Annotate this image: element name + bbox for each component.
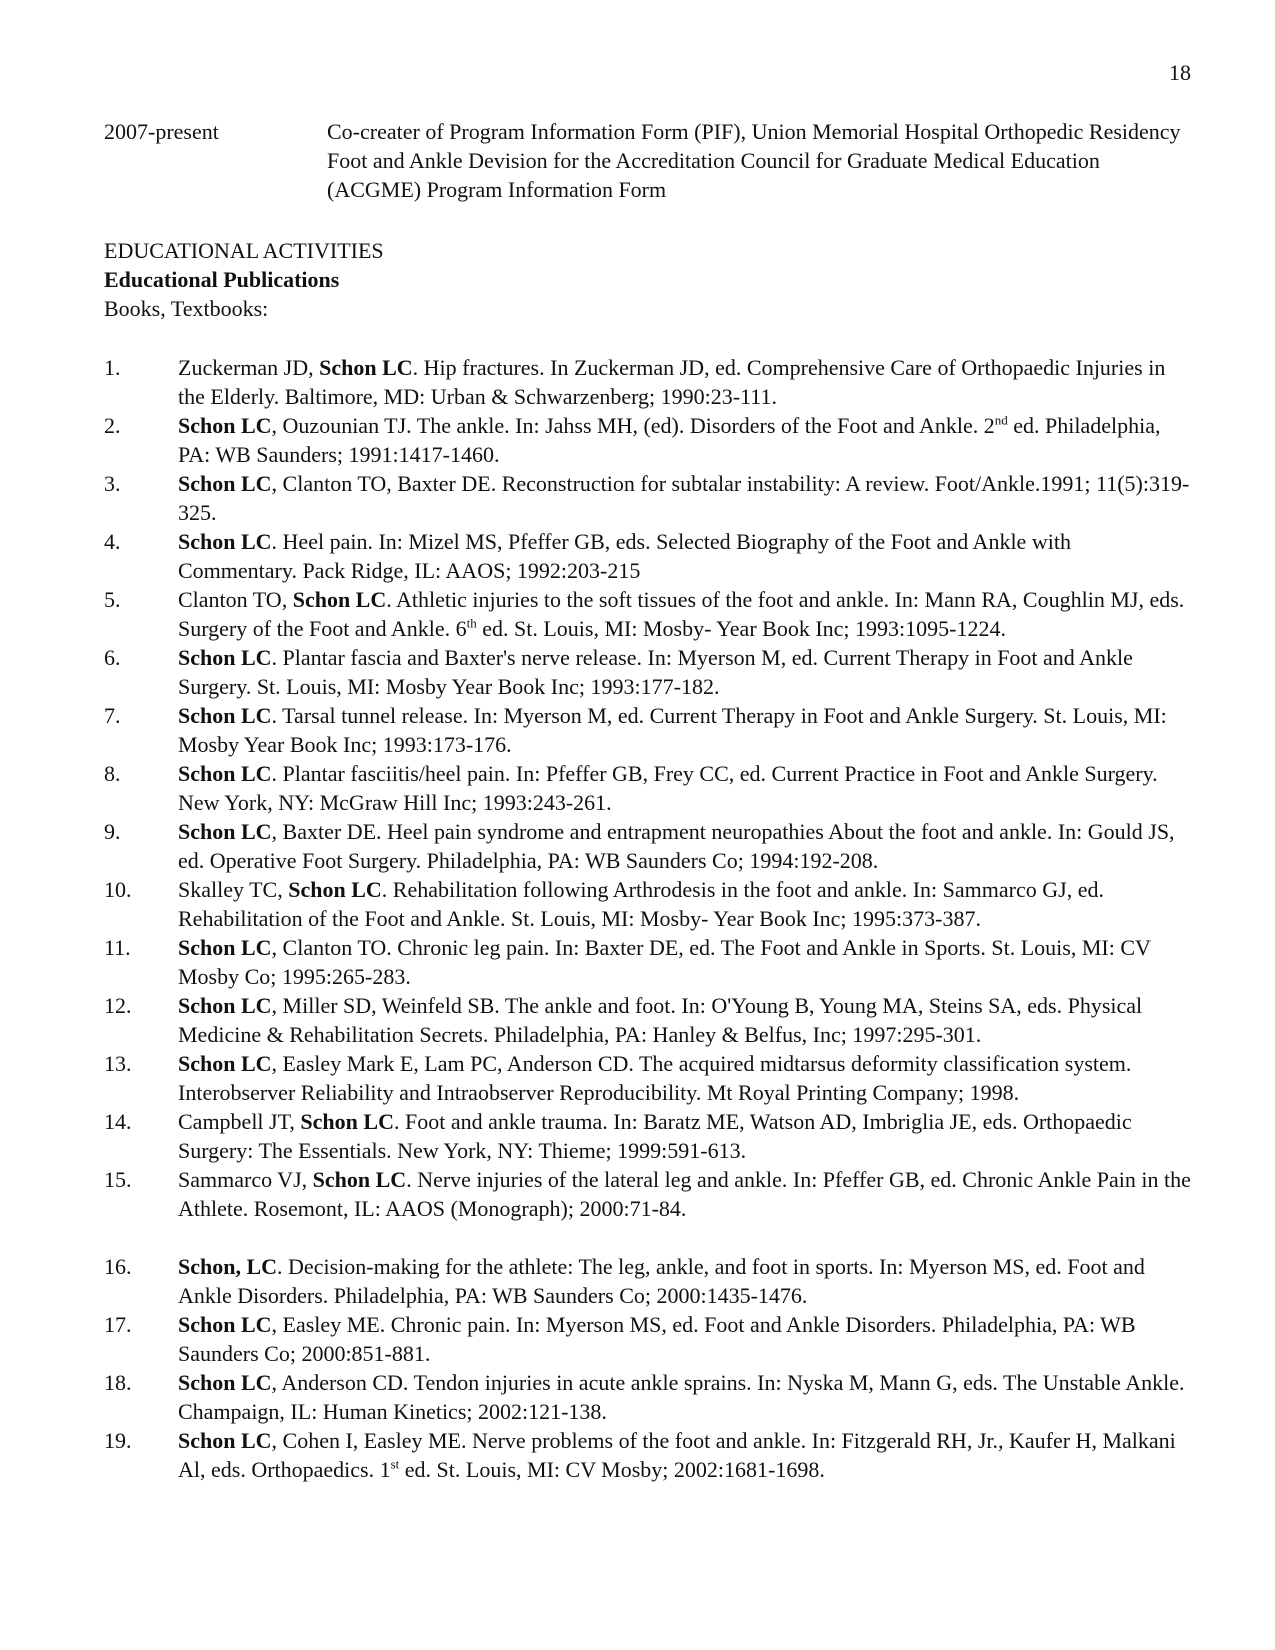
publication-citation: Schon LC, Anderson CD. Tendon injuries in acute ankle sprains. In: Nyska M, Mann G, eds. The Unstable Ankle. Champaign, IL: Human Kinetics; 2002:121-138. [178,1370,1185,1424]
publication-item [104,1107,1194,1165]
highlighted-author: Schon LC [178,761,272,786]
publication-number: 5. [104,587,121,612]
publication-number: 17. [104,1312,132,1337]
publication-number: 2. [104,413,121,438]
highlighted-author: Schon LC [312,1167,407,1192]
publication-item [104,759,1194,817]
publication-number: 10. [104,877,132,902]
publication-citation: Schon LC. Plantar fascia and Baxter's nerve release. In: Myerson M, ed. Current Therapy in Foot and Ankle Surgery. St. Louis, MI: Mosby Year Book Inc; 1993:177-182. [178,645,1133,699]
highlighted-author: Schon LC [178,413,272,438]
publication-item [104,585,1194,643]
publication-citation: Zuckerman JD, Schon LC. Hip fractures. In Zuckerman JD, ed. Comprehensive Care of Orthopaedic Injuries in the Elderly. Baltimore, MD: Urban & Schwarzenberg; 1990:23-111. [178,355,1166,409]
publication-number: 1. [104,355,121,380]
entry-description: Co-creater of Program Information Form (PIF), Union Memorial Hospital Orthopedic Residency Foot and Ankle Devision for the Accreditation Council for Graduate Medical Education (ACGME) Program Information Form [327,119,1181,202]
publication-number: 3. [104,471,121,496]
edition-ordinal-suffix: nd [994,412,1008,428]
highlighted-author: Schon LC [178,819,272,844]
highlighted-author: Schon LC [178,1051,272,1076]
publication-number: 19. [104,1428,132,1453]
publication-item [104,643,1194,701]
publication-item [104,701,1194,759]
edition-ordinal-suffix: th [466,615,477,631]
publication-number: 7. [104,703,121,728]
publication-number: 4. [104,529,121,554]
publication-item [104,469,1194,527]
publication-item [104,1426,1194,1484]
highlighted-author: Schon LC [178,703,272,728]
publication-item [104,1165,1194,1223]
publication-item [104,411,1194,469]
publication-citation: Schon LC, Baxter DE. Heel pain syndrome and entrapment neuropathies About the foot and ankle. In: Gould JS, ed. Operative Foot Surgery. Philadelphia, PA: WB Saunders Co; 1994:192-208. [178,819,1175,873]
publication-number: 11. [104,935,131,960]
publication-item [104,353,1194,411]
publication-citation: Schon LC, Ouzounian TJ. The ankle. In: Jahss MH, (ed). Disorders of the Foot and Ankle. 2nd ed. Philadelphia, PA: WB Saunders; 1991:1417-1460. [178,412,1161,467]
highlighted-author: Schon LC [178,993,272,1018]
publication-number: 12. [104,993,132,1018]
publication-number: 16. [104,1254,132,1279]
highlighted-author: Schon LC [292,587,387,612]
publication-citation: Schon LC, Clanton TO, Baxter DE. Reconstruction for subtalar instability: A review. Foot/Ankle.1991; 11(5):319-325. [178,471,1190,525]
section-heading: EDUCATIONAL ACTIVITIES [104,238,384,263]
edition-ordinal-suffix: st [390,1456,400,1472]
publication-item [104,1252,1194,1310]
publication-citation: Schon LC, Easley Mark E, Lam PC, Anderson CD. The acquired midtarsus deformity classification system. Interobserver Reliability and Intraobserver Reproducibility. Mt Royal Printing Company; 1998. [178,1051,1132,1105]
publication-citation: Schon LC. Heel pain. In: Mizel MS, Pfeffer GB, eds. Selected Biography of the Foot and Ankle with Commentary. Pack Ridge, IL: AAOS; 1992:203-215 [178,529,1071,583]
highlighted-author: Schon LC [178,645,272,670]
publication-item [104,817,1194,875]
publication-citation: Schon, LC. Decision-making for the athlete: The leg, ankle, and foot in sports. In: Myerson MS, ed. Foot and Ankle Disorders. Philadelphia, PA: WB Saunders Co; 2000:1435-1476. [178,1254,1145,1308]
publication-item [104,1310,1194,1368]
publication-citation: Schon LC, Miller SD, Weinfeld SB. The ankle and foot. In: O'Young B, Young MA, Steins SA, eds. Physical Medicine & Rehabilitation Secrets. Philadelphia, PA: Hanley & Belfus, Inc; 1997:295-301. [178,993,1143,1047]
publication-number: 15. [104,1167,132,1192]
publication-item [104,1368,1194,1426]
publication-number: 8. [104,761,121,786]
highlighted-author: Schon LC [178,1312,272,1337]
category-heading: Books, Textbooks: [104,296,269,321]
publication-number: 6. [104,645,121,670]
publication-list [104,353,1194,1484]
highlighted-author: Schon LC [319,355,413,380]
publication-item [104,933,1194,991]
highlighted-author: Schon LC [178,935,272,960]
publication-citation: Schon LC, Easley ME. Chronic pain. In: Myerson MS, ed. Foot and Ankle Disorders. Philadelphia, PA: WB Saunders Co; 2000:851-881. [178,1312,1136,1366]
highlighted-author: Schon LC [178,1370,272,1395]
publication-number: 18. [104,1370,132,1395]
publication-citation: Schon LC, Clanton TO. Chronic leg pain. In: Baxter DE, ed. The Foot and Ankle in Sports. St. Louis, MI: CV Mosby Co; 1995:265-283. [178,935,1151,989]
publication-citation: Schon LC. Plantar fasciitis/heel pain. In: Pfeffer GB, Frey CC, ed. Current Practice in Foot and Ankle Surgery. New York, NY: McGraw Hill Inc; 1993:243-261. [178,761,1158,815]
publication-number: 9. [104,819,121,844]
highlighted-author: Schon LC [178,529,272,554]
publication-item [104,1049,1194,1107]
publication-citation: Campbell JT, Schon LC. Foot and ankle trauma. In: Baratz ME, Watson AD, Imbriglia JE, eds. Orthopaedic Surgery: The Essentials. New York, NY: Thieme; 1999:591-613. [178,1109,1132,1163]
publication-item [104,527,1194,585]
highlighted-author: Schon LC [288,877,382,902]
entry-date: 2007-present [104,119,219,144]
publication-citation: Skalley TC, Schon LC. Rehabilitation following Arthrodesis in the foot and ankle. In: Sammarco GJ, ed. Rehabilitation of the Foot and Ankle. St. Louis, MI: Mosby- Year Book Inc; 1995:373-387. [178,877,1104,931]
highlighted-author: Schon LC [178,471,272,496]
publication-number: 13. [104,1051,132,1076]
publication-number: 14. [104,1109,132,1134]
highlighted-author: Schon LC [300,1109,394,1134]
publication-item [104,991,1194,1049]
highlighted-author: Schon LC [178,1428,272,1453]
publication-item [104,875,1194,933]
publication-citation: Schon LC, Cohen I, Easley ME. Nerve problems of the foot and ankle. In: Fitzgerald RH, Jr., Kaufer H, Malkani Al, eds. Orthopaedics. 1st ed. St. Louis, MI: CV Mosby; 2002:1681-1698. [178,1428,1176,1482]
publication-citation: Schon LC. Tarsal tunnel release. In: Myerson M, ed. Current Therapy in Foot and Ankle Surgery. St. Louis, MI: Mosby Year Book Inc; 1993:173-176. [178,703,1167,757]
highlighted-author: Schon, LC [178,1254,278,1279]
subsection-heading: Educational Publications [104,267,340,292]
page-number: 18 [1169,60,1191,85]
publication-citation: Sammarco VJ, Schon LC. Nerve injuries of the lateral leg and ankle. In: Pfeffer GB, ed. Chronic Ankle Pain in the Athlete. Rosemont, IL: AAOS (Monograph); 2000:71-84. [178,1167,1191,1221]
publication-citation: Clanton TO, Schon LC. Athletic injuries to the soft tissues of the foot and ankle. In: Mann RA, Coughlin MJ, eds. Surgery of the Foot and Ankle. 6th ed. St. Louis, MI: Mosby- Year Book Inc; 1993:1095-1224. [178,587,1185,641]
